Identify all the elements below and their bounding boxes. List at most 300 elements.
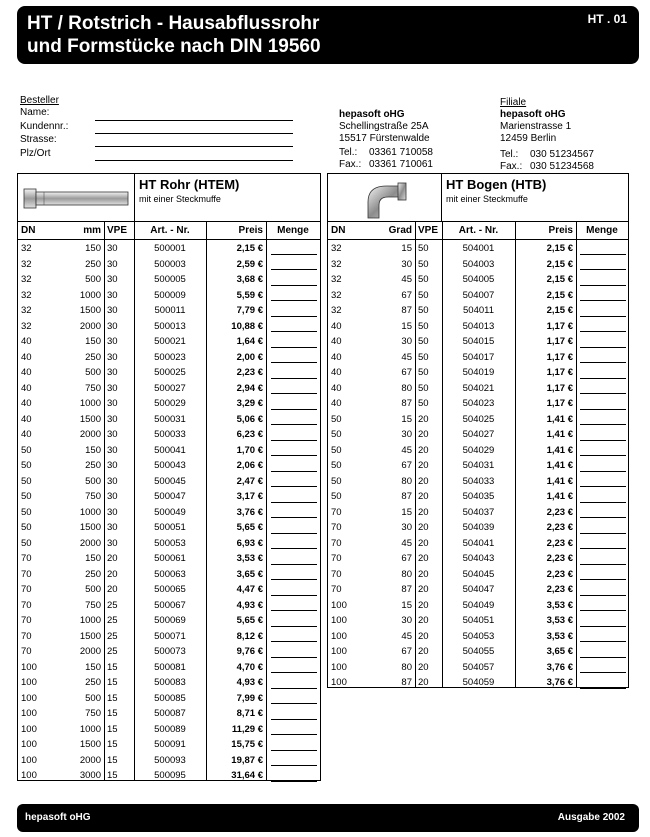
cell-price: 2,15 € (546, 258, 573, 270)
cell-price: 1,17 € (546, 320, 573, 332)
cell-price: 8,71 € (236, 708, 263, 719)
cell-vpe: 25 (107, 615, 118, 626)
quantity-input[interactable] (580, 424, 626, 425)
cell-price: 10,88 € (231, 320, 263, 332)
cell-price: 3,76 € (546, 677, 573, 688)
cell-dn: 100 (331, 599, 347, 611)
cell-price: 1,17 € (546, 336, 573, 347)
quantity-input[interactable] (271, 548, 317, 549)
cell-size: 500 (85, 367, 101, 378)
cell-size: 250 (85, 351, 101, 363)
table-row (18, 319, 320, 335)
cell-article: 500089 (154, 723, 186, 735)
cell-size: 500 (85, 475, 101, 487)
branch-heading: Filiale (500, 97, 527, 108)
elbow-icon (328, 174, 442, 221)
quantity-input[interactable] (271, 393, 317, 394)
cell-dn: 100 (21, 677, 37, 688)
cell-article: 500087 (154, 708, 186, 719)
table-row (18, 350, 320, 366)
quantity-input[interactable] (271, 424, 317, 425)
cell-vpe: 20 (418, 661, 429, 673)
quantity-input[interactable] (580, 269, 626, 270)
cell-price: 1,41 € (546, 460, 573, 471)
cell-vpe: 50 (418, 305, 429, 316)
cell-price: 2,23 € (546, 553, 573, 564)
page-title (27, 12, 321, 58)
cell-article: 500071 (154, 630, 186, 642)
cell-dn: 32 (21, 289, 32, 301)
col-article: Art. - Nr. (150, 225, 190, 236)
cell-vpe: 30 (107, 475, 118, 487)
table-row (328, 489, 628, 505)
cell-size: 750 (85, 708, 101, 719)
cell-dn: 50 (21, 491, 32, 502)
cell-article: 504023 (462, 398, 495, 409)
cell-article: 500091 (154, 739, 186, 750)
cell-size: 250 (85, 258, 101, 270)
quantity-input[interactable] (580, 502, 626, 503)
branch-tel-label: Tel.: (500, 149, 519, 160)
branch-name: hepasoft oHG (500, 109, 566, 120)
name-field[interactable] (95, 120, 293, 121)
cell-price: 5,59 € (236, 289, 263, 301)
table-row (18, 241, 320, 257)
cell-price: 5,65 € (236, 522, 263, 533)
cell-vpe: 30 (107, 305, 118, 316)
table-row (328, 598, 628, 614)
cell-vpe: 15 (107, 708, 118, 719)
quantity-input[interactable] (580, 610, 626, 611)
table-row (18, 567, 320, 583)
table-row (328, 629, 628, 645)
cell-dn: 40 (21, 367, 32, 378)
cell-size: 150 (85, 444, 101, 456)
cell-vpe: 50 (418, 289, 429, 301)
cell-vpe: 15 (107, 692, 118, 704)
cell-size: 250 (85, 568, 101, 580)
cell-article: 504049 (462, 599, 495, 611)
cell-vpe: 50 (418, 336, 429, 347)
cell-vpe: 20 (418, 413, 429, 425)
col-article: Art. - Nr. (458, 225, 499, 236)
cell-size: 30 (401, 522, 412, 533)
quantity-input[interactable] (271, 455, 317, 456)
cell-size: 30 (401, 615, 412, 626)
cell-dn: 50 (21, 460, 32, 471)
cell-article: 500065 (154, 584, 186, 595)
cell-price: 4,93 € (236, 599, 263, 611)
col-degree: Grad (388, 225, 412, 236)
cell-price: 1,17 € (546, 398, 573, 409)
cell-price: 5,06 € (236, 413, 263, 425)
cell-dn: 70 (21, 615, 32, 626)
col-quantity: Menge (277, 225, 309, 236)
cell-dn: 70 (21, 584, 32, 595)
quantity-input[interactable] (271, 750, 317, 751)
cell-dn: 70 (331, 584, 342, 595)
quantity-input[interactable] (271, 765, 317, 766)
cell-article: 504051 (462, 615, 495, 626)
cell-size: 80 (401, 568, 412, 580)
footer-edition: Ausgabe 2002 (557, 812, 625, 823)
cell-size: 500 (85, 274, 101, 285)
quantity-input[interactable] (271, 595, 317, 596)
cell-size: 67 (401, 289, 412, 301)
cell-article: 504047 (462, 584, 495, 595)
cell-vpe: 30 (107, 351, 118, 363)
table-row (18, 629, 320, 645)
cell-price: 3,65 € (236, 568, 263, 580)
cell-article: 504043 (462, 553, 495, 564)
cell-dn: 50 (21, 444, 32, 456)
quantity-input[interactable] (271, 533, 317, 534)
quantity-input[interactable] (580, 378, 626, 379)
cell-price: 1,41 € (546, 413, 573, 425)
cell-vpe: 20 (418, 444, 429, 456)
cell-size: 2000 (79, 429, 101, 440)
quantity-input[interactable] (271, 781, 317, 782)
quantity-input[interactable] (271, 331, 317, 332)
quantity-input[interactable] (580, 657, 626, 658)
cell-vpe: 50 (418, 367, 429, 378)
quantity-input[interactable] (271, 486, 317, 487)
cell-vpe: 50 (418, 320, 429, 332)
table-row (18, 536, 320, 552)
cell-vpe: 15 (107, 661, 118, 673)
cell-vpe: 15 (107, 739, 118, 750)
quantity-input[interactable] (271, 269, 317, 270)
cell-price: 4,47 € (236, 584, 263, 595)
quantity-input[interactable] (271, 641, 317, 642)
cell-article: 504013 (462, 320, 495, 332)
cell-size: 67 (401, 460, 412, 471)
quantity-input[interactable] (580, 486, 626, 487)
customer-number-field[interactable] (95, 133, 293, 134)
cell-size: 1000 (79, 289, 101, 301)
cell-vpe: 20 (107, 553, 118, 564)
cell-size: 150 (85, 243, 101, 254)
table-row (328, 303, 628, 319)
quantity-input[interactable] (580, 533, 626, 534)
street-field[interactable] (95, 146, 293, 147)
cell-dn: 70 (21, 568, 32, 580)
product-image (328, 174, 442, 221)
cell-price: 1,41 € (546, 429, 573, 440)
quantity-input[interactable] (271, 703, 317, 704)
product-image (18, 174, 135, 221)
cell-size: 87 (401, 398, 412, 409)
cell-article: 500029 (154, 398, 186, 409)
quantity-input[interactable] (271, 626, 317, 627)
quantity-input[interactable] (580, 517, 626, 518)
table-row (18, 365, 320, 381)
cell-price: 2,59 € (236, 258, 263, 270)
table-row (18, 474, 320, 490)
footer-company: hepasoft oHG (25, 812, 91, 823)
price-table-elbow (327, 173, 629, 688)
cell-dn: 32 (331, 289, 342, 301)
cell-price: 1,70 € (236, 444, 263, 456)
cell-vpe: 50 (418, 382, 429, 394)
table-row (328, 474, 628, 490)
quantity-input[interactable] (271, 672, 317, 673)
table-row (328, 272, 628, 288)
quantity-input[interactable] (580, 548, 626, 549)
quantity-input[interactable] (271, 254, 317, 255)
cell-article: 500093 (154, 754, 186, 766)
cell-article: 504045 (462, 568, 495, 580)
cell-dn: 70 (21, 630, 32, 642)
col-vpe: VPE (418, 225, 439, 236)
branch-fax-label: Fax.: (500, 161, 523, 172)
cell-dn: 50 (21, 537, 32, 549)
branch-tel: 030 51234567 (530, 149, 594, 160)
cell-dn: 50 (331, 444, 342, 456)
cell-price: 2,15 € (546, 274, 573, 285)
cell-size: 2000 (79, 646, 101, 657)
cell-article: 500051 (154, 522, 186, 533)
cell-vpe: 25 (107, 630, 118, 642)
cell-vpe: 15 (107, 677, 118, 688)
cell-dn: 50 (331, 491, 342, 502)
quantity-input[interactable] (271, 657, 317, 658)
quantity-input[interactable] (271, 300, 317, 301)
table-row (328, 334, 628, 350)
cell-dn: 100 (331, 677, 347, 688)
cell-article: 504059 (462, 677, 495, 688)
company-tel: 03361 710058 (369, 147, 433, 158)
quantity-input[interactable] (271, 409, 317, 410)
cell-price: 2,15 € (546, 305, 573, 316)
cell-price: 1,41 € (546, 491, 573, 502)
cell-price: 6,23 € (236, 429, 263, 440)
quantity-input[interactable] (271, 610, 317, 611)
title-line-1: HT / Rotstrich - Hausabflussrohr (27, 13, 320, 34)
cell-size: 67 (401, 646, 412, 657)
cell-price: 3,53 € (546, 630, 573, 642)
customer-number-label: Kundennr.: (20, 121, 69, 132)
table-row (18, 412, 320, 428)
cell-vpe: 20 (418, 615, 429, 626)
quantity-input[interactable] (271, 579, 317, 580)
cell-vpe: 30 (107, 336, 118, 347)
cell-vpe: 30 (107, 522, 118, 533)
quantity-input[interactable] (271, 471, 317, 472)
table-row (18, 272, 320, 288)
zip-city-field[interactable] (95, 160, 293, 161)
cell-vpe: 20 (107, 568, 118, 580)
table-row (18, 691, 320, 707)
cell-price: 7,79 € (236, 305, 263, 316)
col-dn: DN (331, 225, 346, 236)
cell-vpe: 50 (418, 351, 429, 363)
quantity-input[interactable] (271, 688, 317, 689)
table-row (18, 396, 320, 412)
quantity-input[interactable] (271, 502, 317, 503)
quantity-input[interactable] (271, 316, 317, 317)
company-city: 15517 Fürstenwalde (339, 133, 430, 144)
cell-price: 1,17 € (546, 351, 573, 363)
cell-vpe: 20 (418, 553, 429, 564)
quantity-input[interactable] (580, 300, 626, 301)
cell-dn: 40 (21, 413, 32, 425)
cell-price: 4,70 € (236, 661, 263, 673)
quantity-input[interactable] (271, 285, 317, 286)
cell-dn: 100 (331, 630, 347, 642)
table-row (328, 288, 628, 304)
quantity-input[interactable] (580, 626, 626, 627)
quantity-input[interactable] (580, 564, 626, 565)
quantity-input[interactable] (580, 409, 626, 410)
quantity-input[interactable] (580, 285, 626, 286)
cell-price: 1,17 € (546, 367, 573, 378)
quantity-input[interactable] (271, 564, 317, 565)
cell-size: 500 (85, 692, 101, 704)
table-row (18, 334, 320, 350)
zip-city-label: Plz/Ort (20, 148, 51, 159)
quantity-input[interactable] (580, 672, 626, 673)
cell-vpe: 50 (418, 398, 429, 409)
table-row (328, 257, 628, 273)
cell-dn: 40 (331, 336, 342, 347)
quantity-input[interactable] (271, 347, 317, 348)
cell-dn: 40 (21, 398, 32, 409)
cell-size: 15 (401, 320, 412, 332)
cell-price: 3,76 € (236, 506, 263, 518)
table-row (328, 412, 628, 428)
quantity-input[interactable] (580, 362, 626, 363)
cell-vpe: 15 (107, 770, 118, 781)
cell-size: 87 (401, 584, 412, 595)
cell-article: 500047 (154, 491, 186, 502)
col-mm: mm (83, 225, 101, 236)
table-row (18, 427, 320, 443)
cell-article: 504029 (462, 444, 495, 456)
quantity-input[interactable] (271, 734, 317, 735)
cell-size: 750 (85, 599, 101, 611)
cell-dn: 32 (331, 274, 342, 285)
cell-dn: 50 (331, 475, 342, 487)
cell-price: 11,29 € (231, 723, 263, 735)
cell-size: 45 (401, 444, 412, 456)
cell-article: 500005 (154, 274, 186, 285)
cell-size: 750 (85, 382, 101, 394)
cell-article: 504053 (462, 630, 495, 642)
cell-size: 250 (85, 677, 101, 688)
cell-article: 500031 (154, 413, 186, 425)
table-row (18, 505, 320, 521)
title-line-2: und Formstücke nach DIN 19560 (27, 36, 321, 57)
cell-article: 504033 (462, 475, 495, 487)
table-header (18, 174, 320, 222)
cell-dn: 40 (21, 382, 32, 394)
quantity-input[interactable] (580, 254, 626, 255)
cell-vpe: 30 (107, 429, 118, 440)
table-row (18, 675, 320, 691)
cell-dn: 50 (331, 460, 342, 471)
cell-price: 3,76 € (546, 661, 573, 673)
quantity-input[interactable] (271, 440, 317, 441)
cell-article: 504011 (463, 305, 494, 316)
cell-article: 500053 (154, 537, 186, 549)
cell-size: 80 (401, 382, 412, 394)
table-row (18, 381, 320, 397)
cell-dn: 100 (331, 661, 347, 673)
cell-article: 500067 (154, 599, 186, 611)
cell-price: 2,06 € (236, 460, 263, 471)
table-row (328, 582, 628, 598)
quantity-input[interactable] (580, 471, 626, 472)
cell-dn: 100 (331, 646, 347, 657)
cell-article: 504005 (462, 274, 495, 285)
cell-dn: 32 (21, 274, 32, 285)
table-row (18, 660, 320, 676)
quantity-input[interactable] (271, 362, 317, 363)
table-row (328, 381, 628, 397)
cell-article: 504031 (462, 460, 495, 471)
pipe-icon (18, 174, 135, 221)
cell-size: 3000 (79, 770, 101, 781)
orderer-heading: Besteller (20, 95, 59, 106)
cell-article: 500083 (154, 677, 186, 688)
cell-article: 504039 (462, 522, 495, 533)
cell-price: 15,75 € (231, 739, 263, 750)
quantity-input[interactable] (580, 641, 626, 642)
cell-dn: 70 (21, 599, 32, 611)
cell-vpe: 20 (418, 460, 429, 471)
company-fax: 03361 710061 (369, 159, 433, 170)
quantity-input[interactable] (580, 688, 626, 689)
cell-article: 500003 (154, 258, 186, 270)
table-row (18, 489, 320, 505)
cell-article: 504041 (462, 537, 495, 549)
cell-price: 1,41 € (546, 475, 573, 487)
cell-size: 45 (401, 537, 412, 549)
cell-price: 3,53 € (546, 599, 573, 611)
quantity-input[interactable] (271, 517, 317, 518)
quantity-input[interactable] (271, 378, 317, 379)
quantity-input[interactable] (580, 393, 626, 394)
quantity-input[interactable] (580, 455, 626, 456)
branch-fax: 030 51234568 (530, 161, 594, 172)
cell-size: 150 (85, 661, 101, 673)
quantity-input[interactable] (271, 719, 317, 720)
cell-dn: 100 (21, 692, 37, 704)
quantity-input[interactable] (580, 595, 626, 596)
cell-price: 1,64 € (236, 336, 263, 347)
cell-article: 504025 (462, 413, 495, 425)
cell-size: 1000 (79, 398, 101, 409)
quantity-input[interactable] (580, 347, 626, 348)
table-row (328, 644, 628, 660)
col-quantity: Menge (586, 225, 618, 236)
quantity-input[interactable] (580, 316, 626, 317)
table-row (328, 551, 628, 567)
cell-size: 67 (401, 367, 412, 378)
table-row (328, 520, 628, 536)
quantity-input[interactable] (580, 579, 626, 580)
col-vpe: VPE (107, 225, 128, 236)
cell-price: 1,17 € (546, 382, 573, 394)
cell-size: 1500 (79, 305, 101, 316)
quantity-input[interactable] (580, 440, 626, 441)
cell-size: 1500 (79, 522, 101, 533)
table-row (328, 365, 628, 381)
cell-dn: 100 (21, 661, 37, 673)
quantity-input[interactable] (580, 331, 626, 332)
cell-price: 2,15 € (546, 243, 573, 254)
